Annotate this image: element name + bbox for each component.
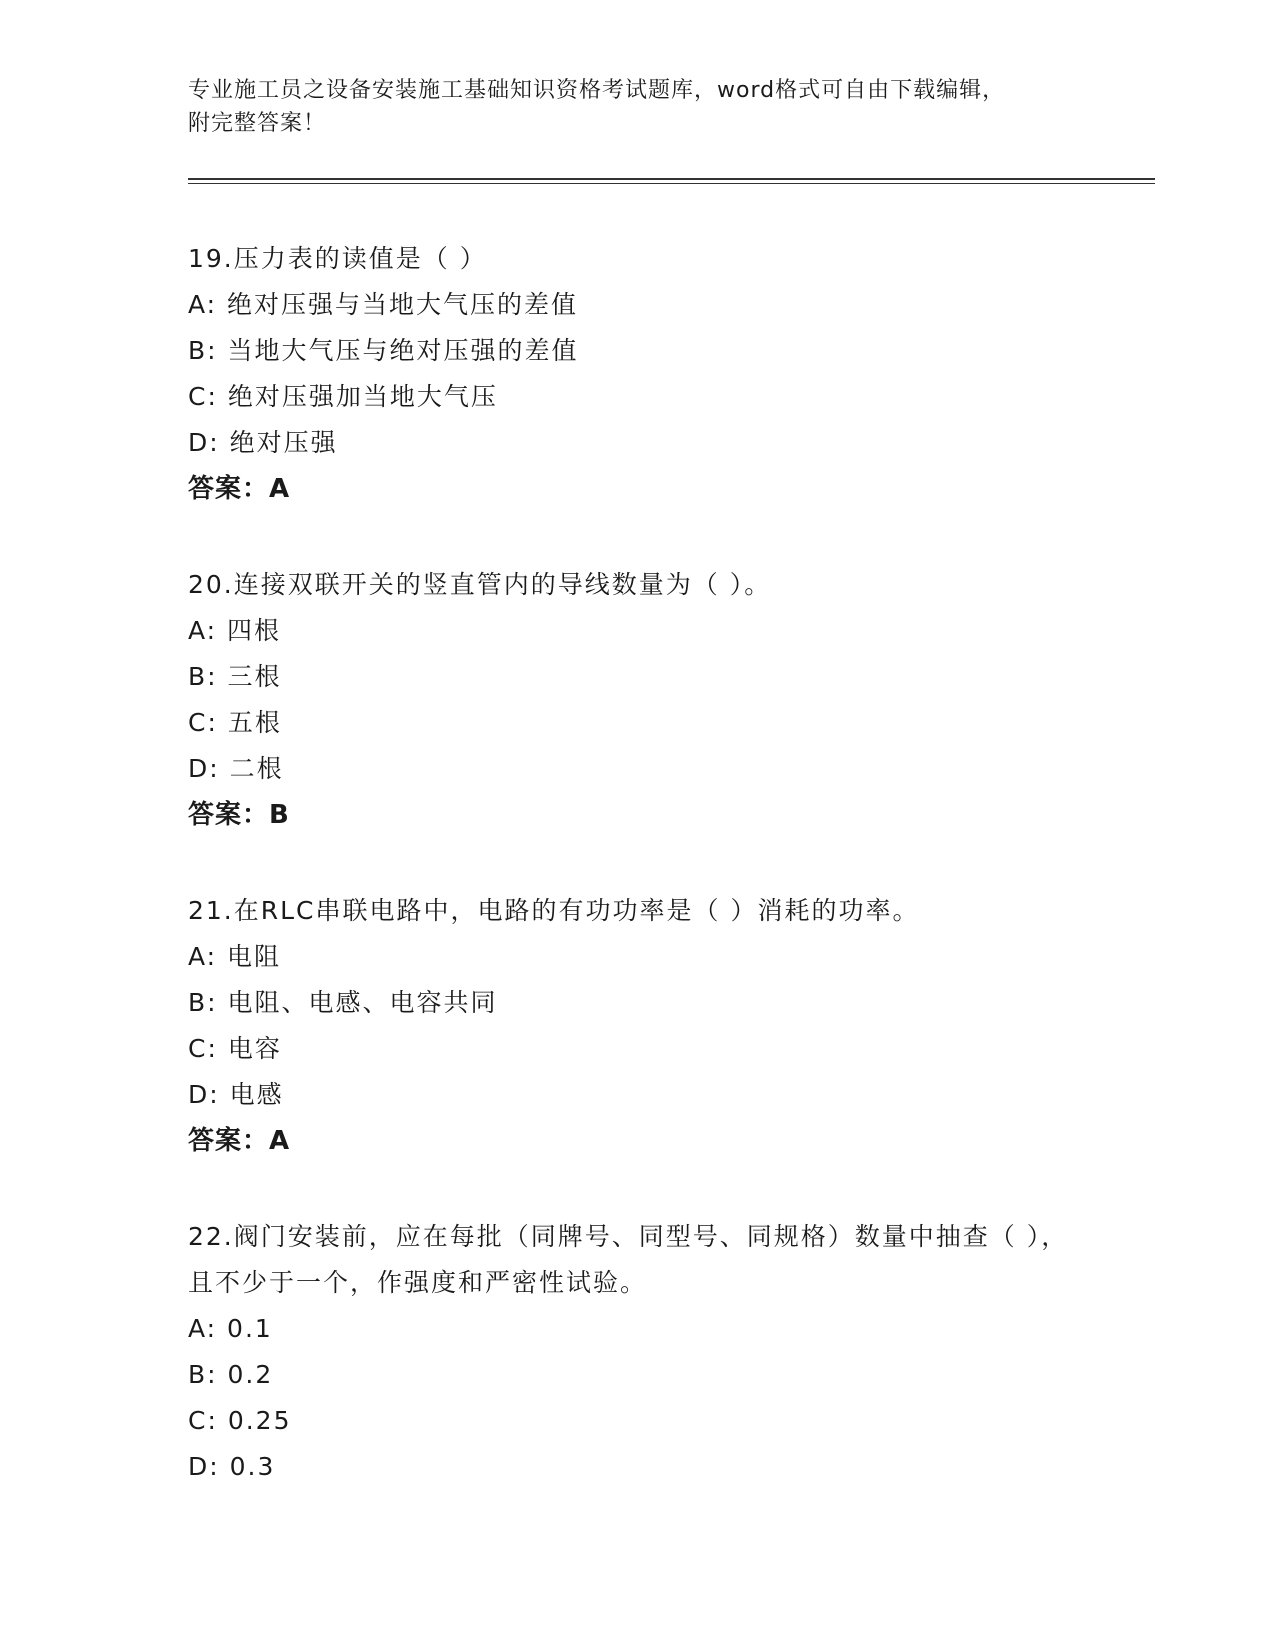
header-divider-thin	[188, 183, 1155, 184]
option-d: D: 绝对压强	[188, 428, 338, 457]
option-b: B: 三根	[188, 662, 282, 691]
header-line-1: 专业施工员之设备安装施工基础知识资格考试题库，word格式可自由下载编辑，	[188, 78, 1006, 103]
option-b: B: 当地大气压与绝对压强的差值	[188, 336, 579, 365]
option-b: B: 电阻、电感、电容共同	[188, 988, 498, 1017]
question-20	[188, 562, 1088, 838]
header-line-2: 附完整答案！	[188, 111, 327, 136]
option-a: A: 四根	[188, 616, 282, 645]
option-a: A: 0.1	[188, 1314, 273, 1343]
answer-line: 答案：B	[188, 800, 290, 830]
answer-line: 答案：A	[188, 1126, 291, 1156]
question-19	[188, 236, 1088, 512]
question-text: 19.压力表的读值是（ ）	[188, 244, 487, 273]
option-c: C: 0.25	[188, 1406, 292, 1435]
option-c: C: 五根	[188, 708, 282, 737]
question-text: 21.在RLC串联电路中，电路的有功功率是（ ）消耗的功率。	[188, 896, 920, 925]
option-c: C: 绝对压强加当地大气压	[188, 382, 498, 411]
document-header	[188, 74, 1088, 140]
option-d: D: 电感	[188, 1080, 284, 1109]
question-22	[188, 1214, 1088, 1490]
option-a: A: 电阻	[188, 942, 282, 971]
question-21	[188, 888, 1088, 1164]
question-text: 20.连接双联开关的竖直管内的导线数量为（ ）。	[188, 570, 772, 599]
answer-line: 答案：A	[188, 474, 291, 504]
option-c: C: 电容	[188, 1034, 282, 1063]
option-d: D: 二根	[188, 754, 284, 783]
option-b: B: 0.2	[188, 1360, 274, 1389]
option-d: D: 0.3	[188, 1452, 276, 1481]
option-a: A: 绝对压强与当地大气压的差值	[188, 290, 579, 319]
question-list	[188, 236, 1088, 1540]
header-divider-thick	[188, 178, 1155, 180]
question-text: 22.阀门安装前，应在每批（同牌号、同型号、同规格）数量中抽查（ ），且不少于一个，作强度和严密性试验。	[188, 1222, 1069, 1297]
